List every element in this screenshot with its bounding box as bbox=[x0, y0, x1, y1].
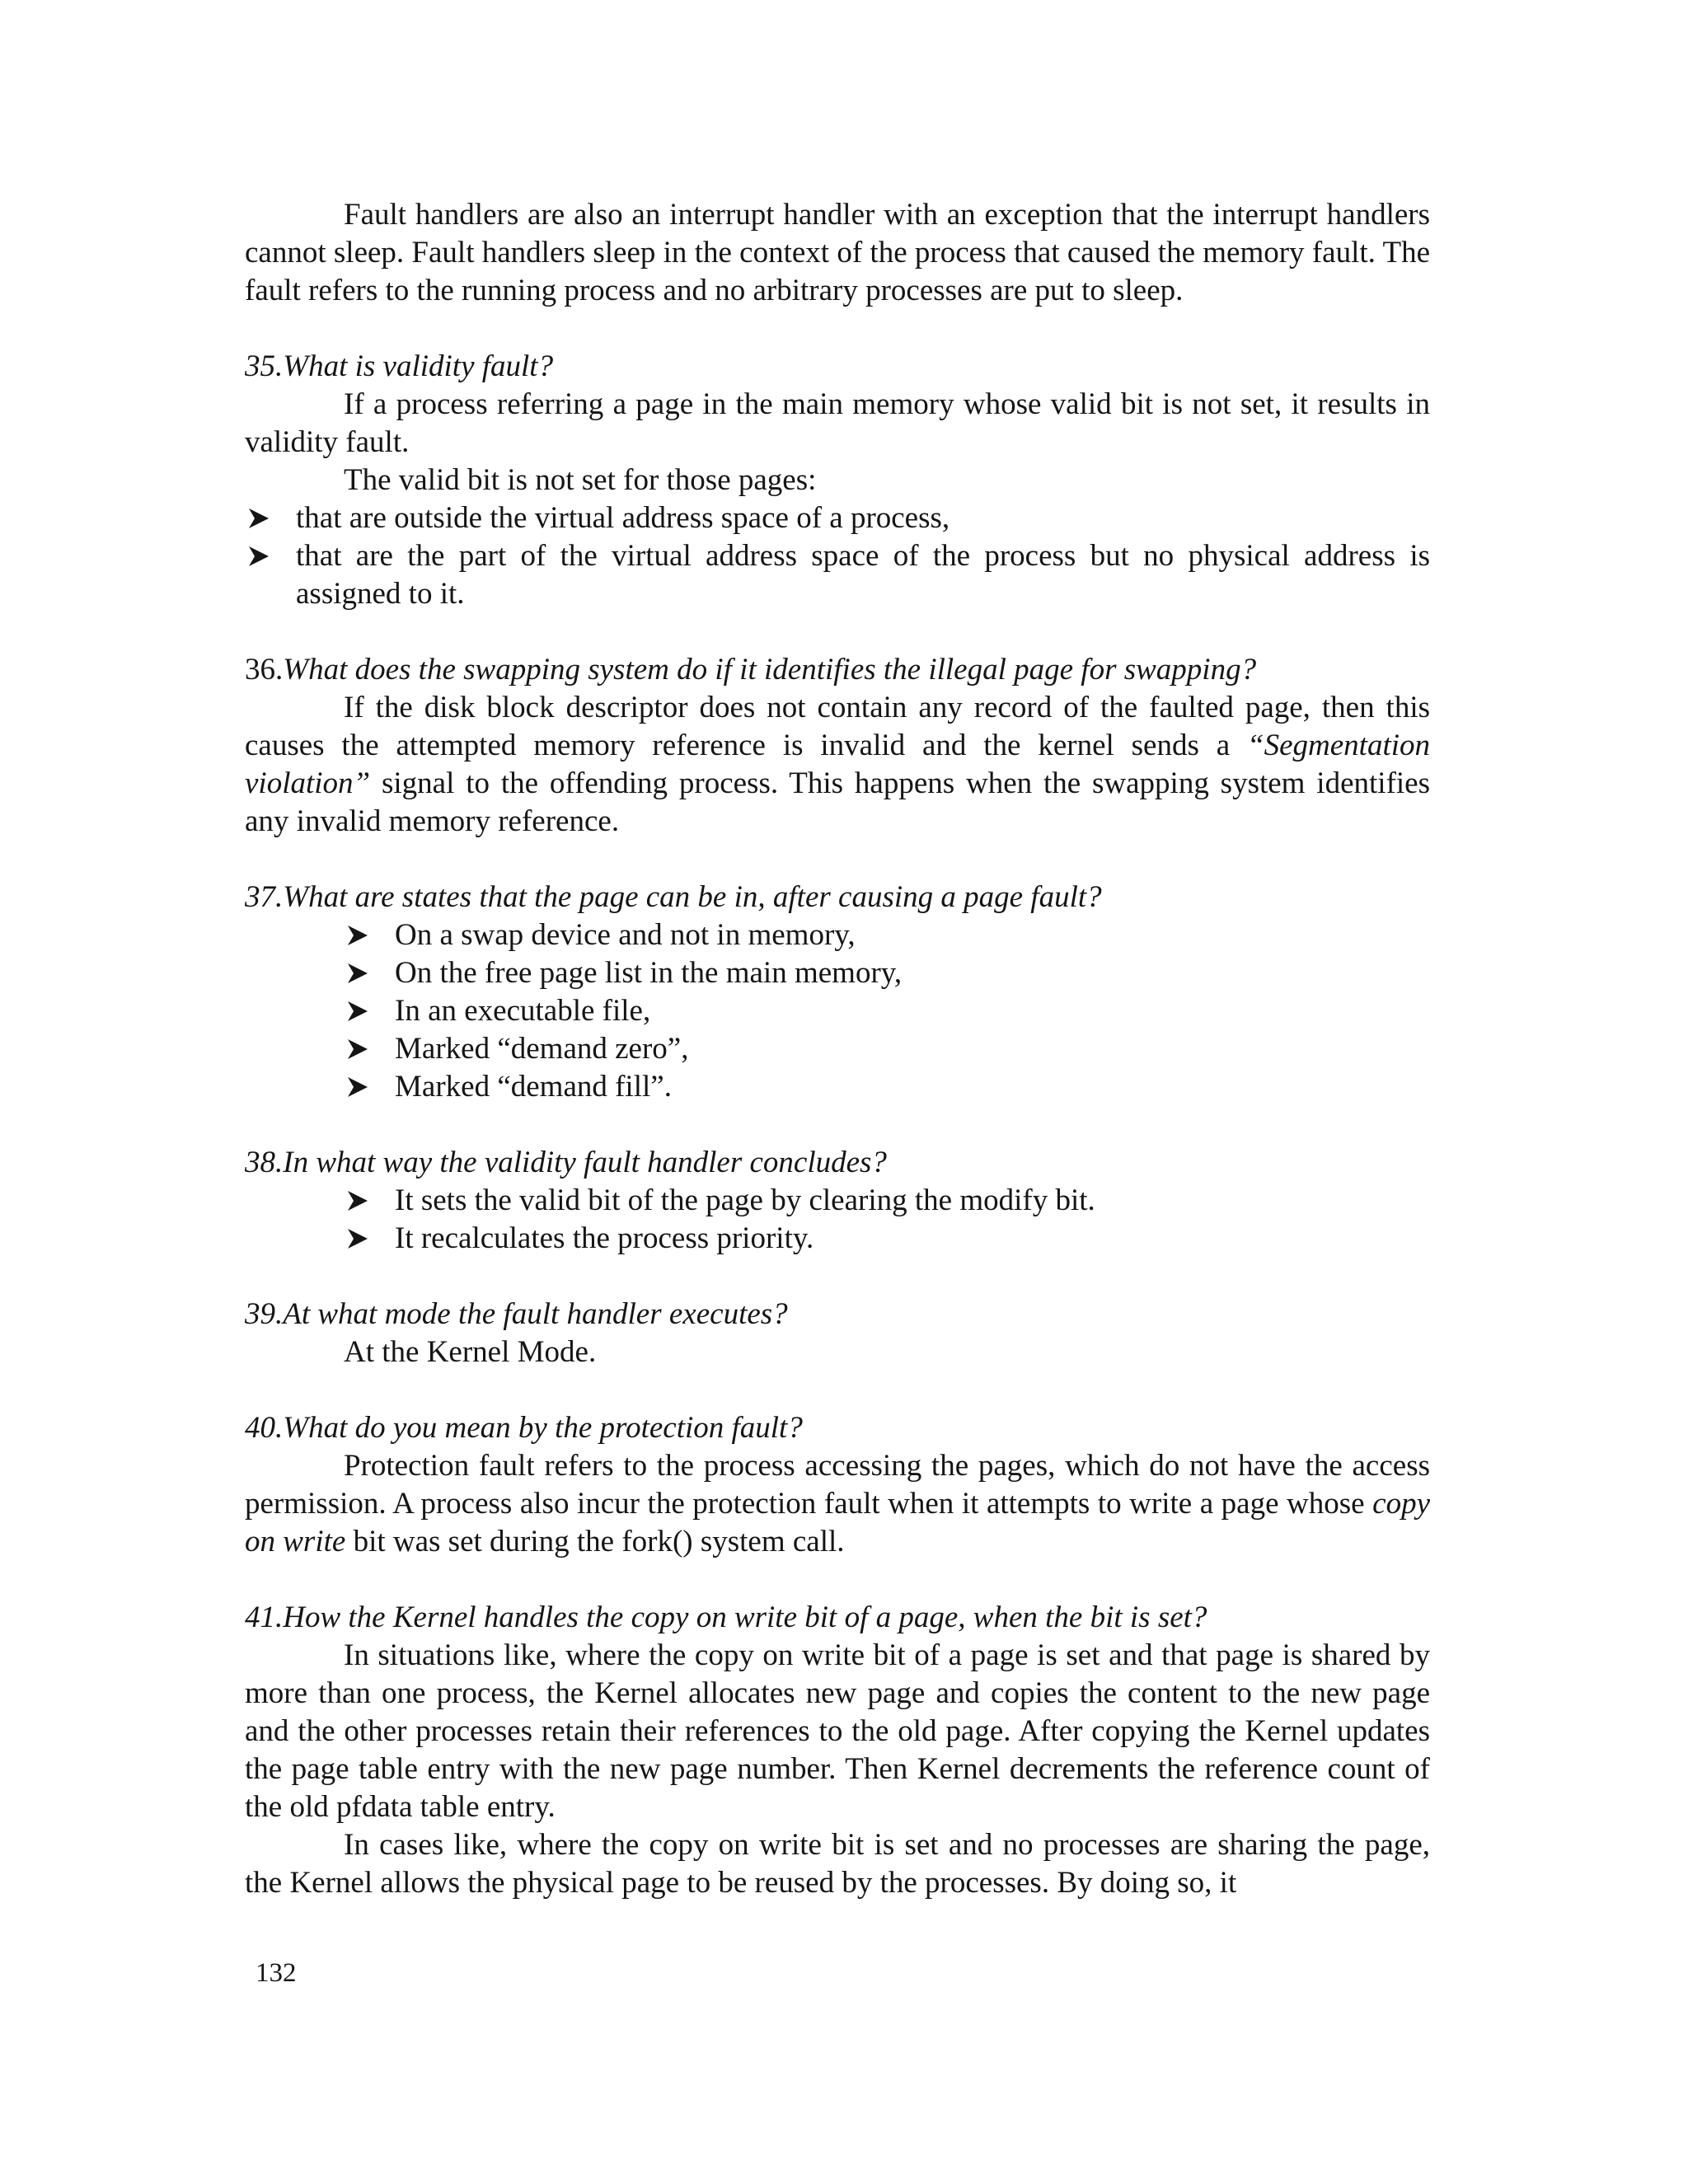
list-item-text: In an executable file, bbox=[395, 994, 651, 1028]
question-number: 35. bbox=[245, 349, 284, 383]
answer-37-bullet-list bbox=[245, 916, 1430, 1106]
question-text: What are states that the page can be in, after causing a page fault? bbox=[283, 880, 1102, 914]
list-item bbox=[245, 1030, 1430, 1068]
emphasis-text: copy on write bbox=[245, 1487, 1430, 1558]
list-item bbox=[245, 1068, 1430, 1106]
question-37 bbox=[245, 879, 1430, 916]
answer-text: bit was set during the fork() system call. bbox=[345, 1525, 845, 1558]
question-number: 38. bbox=[245, 1146, 284, 1179]
question-text: What do you mean by the protection fault? bbox=[283, 1411, 803, 1445]
arrowhead-bullet-icon bbox=[347, 1190, 368, 1212]
list-item bbox=[245, 1220, 1430, 1258]
answer-41-paragraph-2: In cases like, where the copy on write bit is set and no processes are sharing the page, the Kernel allows the physical page to be reused by the processes. By doing so, it bbox=[245, 1828, 1430, 1900]
list-item-text: that are outside the virtual address space of a process, bbox=[296, 501, 950, 535]
arrowhead-bullet-icon bbox=[347, 925, 368, 946]
arrowhead-bullet-icon bbox=[347, 963, 368, 984]
list-item-text: that are the part of the virtual address space of the process but no physical address is assigned to it. bbox=[296, 539, 1430, 611]
arrowhead-bullet-icon bbox=[248, 546, 270, 567]
answer-35-paragraph-2: The valid bit is not set for those pages: bbox=[344, 463, 817, 497]
arrowhead-bullet-icon bbox=[347, 1001, 368, 1022]
arrowhead-bullet-icon bbox=[347, 1076, 368, 1098]
question-41 bbox=[245, 1599, 1430, 1637]
question-number: 40. bbox=[245, 1411, 284, 1445]
question-36 bbox=[245, 651, 1430, 689]
list-item-text: On a swap device and not in memory, bbox=[395, 918, 856, 952]
list-item bbox=[245, 916, 1430, 954]
question-text: What is validity fault? bbox=[283, 349, 554, 383]
answer-35-paragraph-1: If a process referring a page in the main memory whose valid bit is not set, it results in validity fault. bbox=[245, 387, 1430, 459]
question-40 bbox=[245, 1409, 1430, 1447]
list-item-text: On the free page list in the main memory, bbox=[395, 956, 903, 990]
question-35 bbox=[245, 348, 1430, 386]
question-text: At what mode the fault handler executes? bbox=[283, 1297, 788, 1331]
answer-35-bullet-list bbox=[245, 499, 1430, 613]
answer-36-paragraph bbox=[245, 689, 1430, 841]
answer-40-paragraph bbox=[245, 1447, 1430, 1561]
question-39 bbox=[245, 1296, 1430, 1333]
document-body bbox=[245, 196, 1430, 1902]
list-item bbox=[245, 954, 1430, 992]
question-number: 37. bbox=[245, 880, 284, 914]
arrowhead-bullet-icon bbox=[347, 1228, 368, 1249]
list-item bbox=[245, 499, 1430, 537]
list-item-text: It sets the valid bit of the page by clearing the modify bit. bbox=[395, 1183, 1095, 1217]
list-item-text: Marked “demand fill”. bbox=[395, 1070, 672, 1104]
list-item-text: Marked “demand zero”, bbox=[395, 1032, 689, 1066]
list-item bbox=[245, 1182, 1430, 1220]
list-item bbox=[245, 537, 1430, 613]
question-38 bbox=[245, 1144, 1430, 1182]
answer-text: Protection fault refers to the process accessing the pages, which do not have the access permission. A process also incur the protection fault when it attempts to write a page whose bbox=[245, 1449, 1430, 1521]
page-number: 132 bbox=[256, 1958, 297, 1988]
list-item bbox=[245, 992, 1430, 1030]
arrowhead-bullet-icon bbox=[248, 508, 270, 529]
question-number: 39. bbox=[245, 1297, 284, 1331]
answer-39: At the Kernel Mode. bbox=[344, 1335, 597, 1369]
arrowhead-bullet-icon bbox=[347, 1038, 368, 1060]
list-item-text: It recalculates the process priority. bbox=[395, 1221, 814, 1255]
question-text: What does the swapping system do if it identifies the illegal page for swapping? bbox=[283, 653, 1257, 687]
answer-text: signal to the offending process. This happens when the swapping system identifies any invalid memory reference. bbox=[245, 766, 1430, 838]
answer-text: If the disk block descriptor does not contain any record of the faulted page, then this causes the attempted memory reference is invalid and the kernel sends a bbox=[245, 691, 1430, 762]
intro-paragraph: Fault handlers are also an interrupt handler with an exception that the interrupt handlers cannot sleep. Fault handlers sleep in the context of the process that caused the memory fault. The fault refers to the running process and no arbitrary processes are put to sleep. bbox=[245, 198, 1430, 307]
emphasis-text: “Segmentation violation” bbox=[245, 729, 1430, 800]
answer-38-bullet-list bbox=[245, 1182, 1430, 1258]
question-number: 36. bbox=[245, 653, 284, 687]
question-text: How the Kernel handles the copy on write bit of a page, when the bit is set? bbox=[283, 1601, 1207, 1634]
question-number: 41. bbox=[245, 1601, 284, 1634]
question-text: In what way the validity fault handler concludes? bbox=[283, 1146, 887, 1179]
answer-41-paragraph-1: In situations like, where the copy on write bit of a page is set and that page is shared by more than one process, the Kernel allocates new page and copies the content to the new page and the other processes retain their references to the old page. After copying the Kernel updates the page table entry with the new page number. Then Kernel decrements the reference count of the old pfdata table entry. bbox=[245, 1638, 1430, 1824]
